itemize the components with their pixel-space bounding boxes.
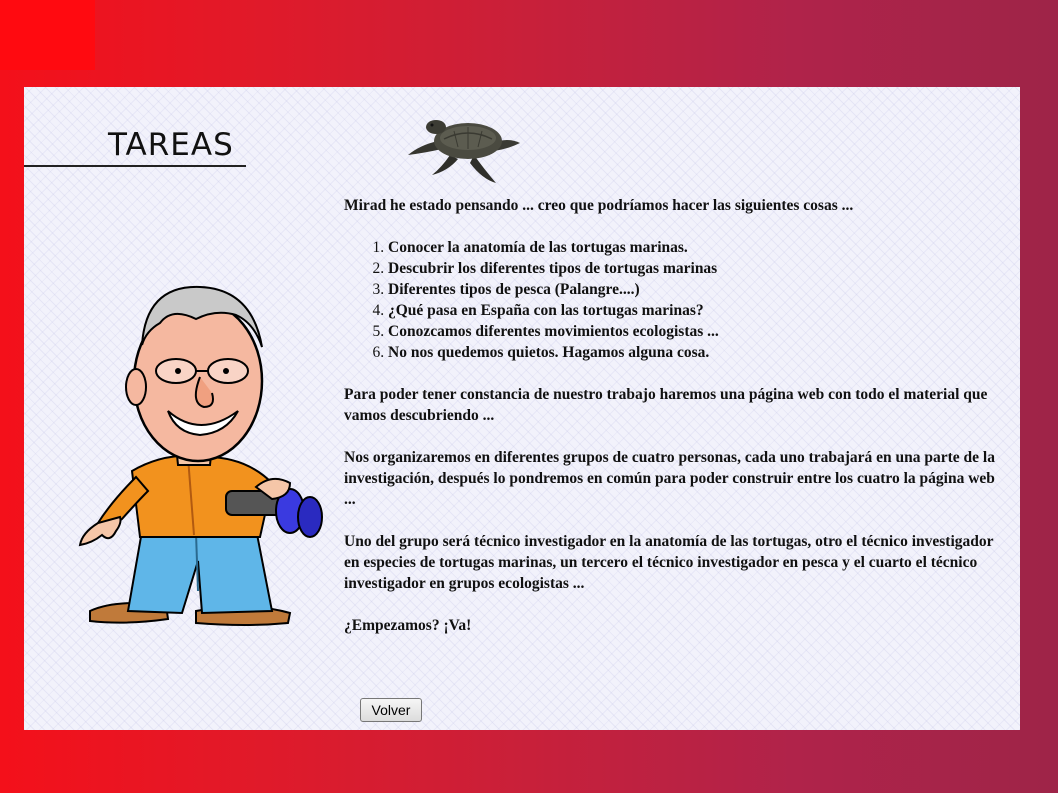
intro-text: Mirad he estado pensando ... creo que podríamos hacer las siguientes cosas ... bbox=[344, 197, 854, 214]
page-title: TAREAS bbox=[108, 127, 234, 163]
task-description bbox=[344, 195, 1004, 657]
task-item: 4. ¿Qué pasa en España con las tortugas marinas? bbox=[388, 300, 1004, 321]
task-item: 2. Descubrir los diferentes tipos de tortugas marinas bbox=[388, 258, 1004, 279]
groups-paragraph: Nos organizaremos en diferentes grupos de cuatro personas, cada uno trabajará en una parte de la investigación, después lo pondremos en común para poder construir entre los cuatro la página web ... bbox=[344, 449, 995, 508]
closing-text: ¿Empezamos? ¡Va! bbox=[344, 617, 472, 634]
back-button[interactable]: Volver bbox=[360, 698, 422, 722]
roles-paragraph: Uno del grupo será técnico investigador en la anatomía de las tortugas, otro el técnico investigador en especies de tortugas marinas, un tercero el técnico investigador en pesca y el cuarto el técnico investigador en grupos ecologistas ... bbox=[344, 533, 994, 592]
content-panel bbox=[24, 87, 1020, 730]
cartoon-man-binoculars-image bbox=[76, 261, 326, 633]
task-item: 5. Conozcamos diferentes movimientos ecologistas ... bbox=[388, 321, 1004, 342]
title-underline bbox=[24, 165, 246, 167]
task-item: 1. Conocer la anatomía de las tortugas marinas. bbox=[388, 237, 1004, 258]
turtle-image bbox=[404, 103, 524, 185]
task-item: 6. No nos quedemos quietos. Hagamos alguna cosa. bbox=[388, 342, 1004, 363]
corner-decoration bbox=[0, 0, 95, 70]
task-list bbox=[344, 237, 1004, 363]
website-paragraph: Para poder tener constancia de nuestro trabajo haremos una página web con todo el material que vamos descubriendo ... bbox=[344, 386, 988, 424]
task-item: 3. Diferentes tipos de pesca (Palangre....) bbox=[388, 279, 1004, 300]
